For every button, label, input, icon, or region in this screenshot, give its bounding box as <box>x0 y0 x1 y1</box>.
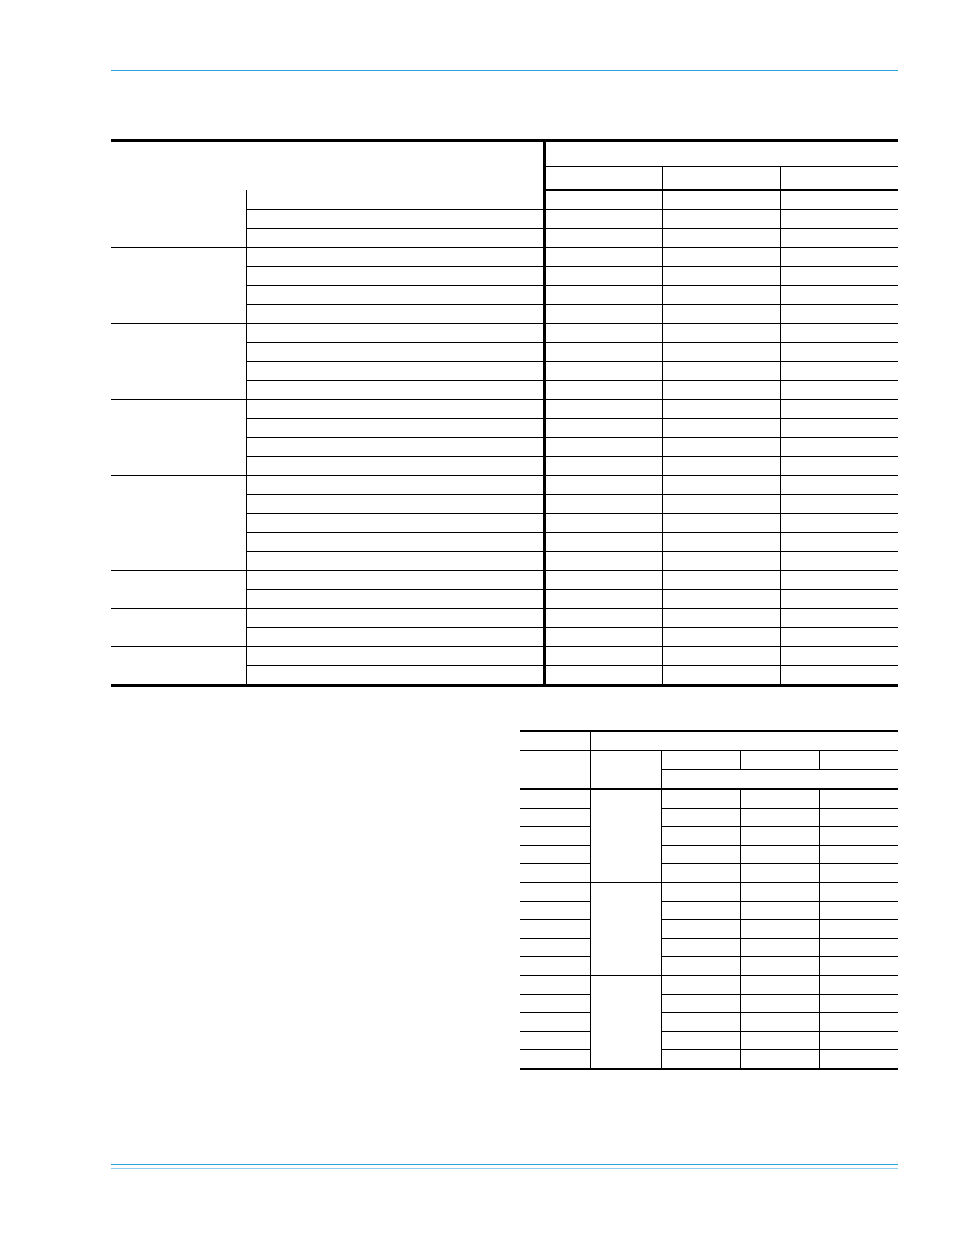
value-cell <box>740 864 819 883</box>
value-cell <box>661 827 740 846</box>
value-cell <box>544 438 662 457</box>
item-label-cell <box>246 381 544 400</box>
value-cell <box>819 994 898 1013</box>
item-label-cell <box>246 457 544 476</box>
item-label-cell <box>246 609 544 628</box>
row-label-cell <box>520 901 590 920</box>
row-label-cell <box>520 1013 590 1032</box>
table-row <box>520 938 898 957</box>
item-label-cell <box>246 628 544 647</box>
header-cell <box>520 751 590 770</box>
value-cell <box>780 210 898 229</box>
item-label-cell <box>246 438 544 457</box>
value-cell <box>780 400 898 419</box>
group-label-cell <box>111 324 246 400</box>
row-label-cell <box>520 975 590 994</box>
table-header-row <box>111 141 898 167</box>
group-label-cell <box>111 609 246 647</box>
value-cell <box>780 666 898 686</box>
value-cell <box>740 920 819 939</box>
table-row <box>520 920 898 939</box>
value-cell <box>780 495 898 514</box>
value-cell <box>661 1013 740 1032</box>
group-label-cell <box>111 400 246 476</box>
row-label-cell <box>520 845 590 864</box>
value-cell <box>780 476 898 495</box>
value-cell <box>662 571 780 590</box>
value-cell <box>819 845 898 864</box>
item-label-cell <box>246 229 544 248</box>
value-cell <box>780 457 898 476</box>
value-cell <box>662 381 780 400</box>
value-cell <box>662 457 780 476</box>
table-row <box>111 609 898 628</box>
value-cell <box>662 609 780 628</box>
value-cell <box>780 647 898 666</box>
value-cell <box>780 343 898 362</box>
value-cell <box>544 210 662 229</box>
item-label-cell <box>246 590 544 609</box>
item-label-cell <box>246 362 544 381</box>
item-label-cell <box>246 647 544 666</box>
value-cell <box>740 1031 819 1050</box>
value-cell <box>780 419 898 438</box>
value-cell <box>662 400 780 419</box>
table-row <box>520 882 898 901</box>
item-label-cell <box>246 267 544 286</box>
value-cell <box>544 647 662 666</box>
table-row <box>520 1031 898 1050</box>
value-cell <box>544 343 662 362</box>
value-cell <box>544 666 662 686</box>
value-cell <box>740 938 819 957</box>
value-cell <box>662 248 780 267</box>
row-label-cell <box>520 808 590 827</box>
group-label-cell <box>111 647 246 686</box>
value-cell <box>661 938 740 957</box>
value-cell <box>819 938 898 957</box>
value-cell <box>662 286 780 305</box>
value-cell <box>780 305 898 324</box>
row-label-cell <box>520 789 590 808</box>
value-cell <box>819 882 898 901</box>
value-cell <box>544 552 662 571</box>
value-cell <box>780 590 898 609</box>
value-cell <box>662 533 780 552</box>
header-rule <box>111 70 898 71</box>
item-label-cell <box>246 190 544 210</box>
value-cell <box>544 590 662 609</box>
table-row <box>111 190 898 210</box>
value-cell <box>662 267 780 286</box>
group-label-cell <box>111 476 246 571</box>
value-cell <box>662 552 780 571</box>
value-cell <box>661 1050 740 1069</box>
group-label-cell <box>590 789 661 882</box>
value-cell <box>661 789 740 808</box>
value-cell <box>662 229 780 248</box>
value-cell <box>544 457 662 476</box>
value-cell <box>780 286 898 305</box>
value-cell <box>740 975 819 994</box>
value-cell <box>661 957 740 976</box>
value-cell <box>662 666 780 686</box>
value-cell <box>780 514 898 533</box>
group-label-cell <box>590 975 661 1068</box>
value-cell <box>544 324 662 343</box>
value-cell <box>819 1013 898 1032</box>
specifications-table <box>111 139 898 687</box>
value-cell <box>662 305 780 324</box>
value-cell <box>780 571 898 590</box>
table-row <box>520 901 898 920</box>
value-cell <box>544 514 662 533</box>
value-cell <box>740 901 819 920</box>
value-cell <box>544 229 662 248</box>
value-cell <box>819 789 898 808</box>
subheader-cell <box>662 167 780 191</box>
table-row <box>520 975 898 994</box>
value-cell <box>544 476 662 495</box>
value-cell <box>544 305 662 324</box>
value-cell <box>661 994 740 1013</box>
value-cell <box>780 324 898 343</box>
item-label-cell <box>246 514 544 533</box>
value-cell <box>819 1031 898 1050</box>
value-cell <box>662 190 780 210</box>
value-cell <box>662 476 780 495</box>
value-cell <box>780 229 898 248</box>
group-label-cell <box>590 882 661 975</box>
value-cell <box>819 901 898 920</box>
group-label-cell <box>111 248 246 324</box>
value-cell <box>661 901 740 920</box>
table-row <box>111 647 898 666</box>
subheader-cell <box>780 167 898 191</box>
item-label-cell <box>246 324 544 343</box>
row-label-cell <box>520 1050 590 1069</box>
header-cell <box>590 751 661 790</box>
table-row <box>520 845 898 864</box>
group-label-cell <box>111 190 246 248</box>
value-cell <box>819 827 898 846</box>
table-row <box>111 248 898 267</box>
value-cell <box>661 975 740 994</box>
value-cell <box>661 864 740 883</box>
header-cell <box>520 731 590 751</box>
value-cell <box>662 514 780 533</box>
value-cell <box>780 267 898 286</box>
item-label-cell <box>246 571 544 590</box>
item-label-cell <box>246 495 544 514</box>
group-label-cell <box>111 571 246 609</box>
value-cell <box>544 190 662 210</box>
item-label-cell <box>246 286 544 305</box>
value-cell <box>740 827 819 846</box>
row-label-cell <box>520 994 590 1013</box>
header-span-cell <box>544 141 898 167</box>
value-cell <box>661 1031 740 1050</box>
value-cell <box>544 419 662 438</box>
value-cell <box>780 552 898 571</box>
value-cell <box>662 495 780 514</box>
item-label-cell <box>246 476 544 495</box>
subheader-cell <box>819 751 898 770</box>
value-cell <box>544 248 662 267</box>
table-row <box>520 1013 898 1032</box>
value-cell <box>780 609 898 628</box>
value-cell <box>662 324 780 343</box>
value-cell <box>819 1050 898 1069</box>
item-label-cell <box>246 248 544 267</box>
value-cell <box>740 845 819 864</box>
value-cell <box>740 1013 819 1032</box>
value-cell <box>819 975 898 994</box>
row-label-cell <box>520 864 590 883</box>
value-cell <box>544 381 662 400</box>
value-cell <box>544 362 662 381</box>
value-cell <box>544 628 662 647</box>
value-cell <box>740 789 819 808</box>
secondary-table <box>520 730 898 1070</box>
value-cell <box>544 609 662 628</box>
table-row <box>111 400 898 419</box>
subheader-cell <box>661 751 740 770</box>
item-label-cell <box>246 343 544 362</box>
header-cell <box>520 770 590 790</box>
value-cell <box>661 920 740 939</box>
value-cell <box>662 362 780 381</box>
item-label-cell <box>246 533 544 552</box>
value-cell <box>544 533 662 552</box>
value-cell <box>819 864 898 883</box>
row-label-cell <box>520 938 590 957</box>
value-cell <box>780 248 898 267</box>
footer-rule <box>111 1164 898 1165</box>
value-cell <box>780 190 898 210</box>
value-cell <box>740 882 819 901</box>
value-cell <box>661 808 740 827</box>
secondary-table-body <box>520 789 898 1069</box>
table-row <box>520 808 898 827</box>
table-row <box>520 827 898 846</box>
item-label-cell <box>246 552 544 571</box>
value-cell <box>780 533 898 552</box>
table-row <box>111 476 898 495</box>
value-cell <box>819 808 898 827</box>
table-row <box>520 864 898 883</box>
value-cell <box>662 210 780 229</box>
table-row <box>111 571 898 590</box>
row-label-cell <box>520 1031 590 1050</box>
value-cell <box>819 920 898 939</box>
value-cell <box>662 647 780 666</box>
value-cell <box>544 495 662 514</box>
value-cell <box>740 1050 819 1069</box>
value-cell <box>662 438 780 457</box>
table-subheader-row <box>520 751 898 770</box>
value-cell <box>740 957 819 976</box>
subheader-cell <box>740 751 819 770</box>
header-span-cell <box>661 770 898 790</box>
table-header-row <box>520 731 898 751</box>
row-label-cell <box>520 882 590 901</box>
item-label-cell <box>246 210 544 229</box>
value-cell <box>661 845 740 864</box>
item-label-cell <box>246 400 544 419</box>
subheader-cell <box>544 167 662 191</box>
header-span-cell <box>590 731 898 751</box>
value-cell <box>544 400 662 419</box>
item-label-cell <box>246 305 544 324</box>
value-cell <box>819 957 898 976</box>
value-cell <box>780 362 898 381</box>
value-cell <box>544 267 662 286</box>
row-label-cell <box>520 957 590 976</box>
row-label-cell <box>520 920 590 939</box>
table-row <box>520 994 898 1013</box>
table-row <box>520 957 898 976</box>
value-cell <box>740 808 819 827</box>
value-cell <box>780 438 898 457</box>
value-cell <box>780 628 898 647</box>
footer-rule-secondary <box>111 1168 898 1169</box>
item-label-cell <box>246 666 544 686</box>
value-cell <box>544 571 662 590</box>
value-cell <box>740 994 819 1013</box>
value-cell <box>544 286 662 305</box>
table-unit-row <box>520 770 898 790</box>
value-cell <box>662 628 780 647</box>
table-row <box>520 1050 898 1069</box>
value-cell <box>662 419 780 438</box>
value-cell <box>662 590 780 609</box>
value-cell <box>662 343 780 362</box>
table-row <box>111 324 898 343</box>
item-label-cell <box>246 419 544 438</box>
specifications-table-body <box>111 190 898 686</box>
table-row <box>520 789 898 808</box>
value-cell <box>661 882 740 901</box>
value-cell <box>780 381 898 400</box>
row-label-cell <box>520 827 590 846</box>
header-label-cell <box>111 141 544 191</box>
